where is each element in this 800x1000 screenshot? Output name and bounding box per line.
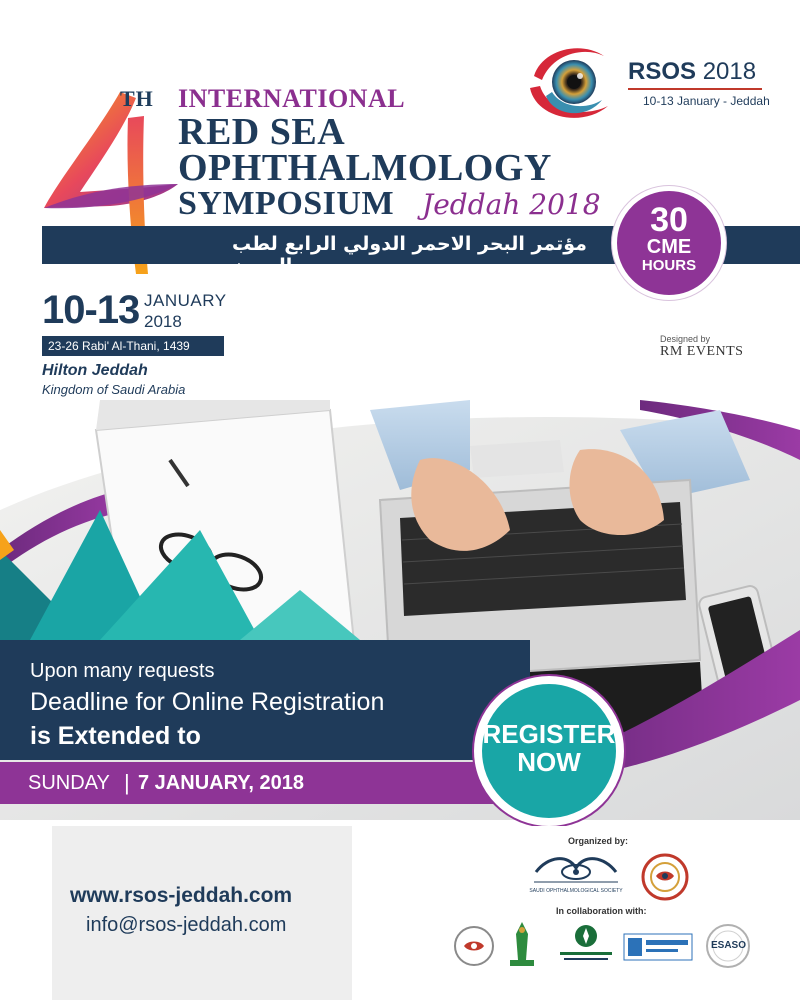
eye-hospital-logo-icon — [452, 924, 496, 968]
website-link[interactable]: www.rsos-jeddah.com — [70, 884, 293, 907]
rsos-subtitle: 10-13 January - Jeddah — [643, 94, 770, 108]
event-month: JANUARY — [144, 291, 227, 310]
register-now-label: NOW — [517, 747, 581, 777]
event-dates: 10-13 — [42, 288, 140, 332]
arabic-title-bar — [42, 226, 630, 277]
title-jeddah-script: Jeddah 2018 — [422, 188, 601, 221]
rsos-year: 2018 — [702, 58, 757, 85]
title-red-sea: RED SEA — [178, 111, 346, 153]
eye-logo-icon — [524, 36, 616, 128]
deadline-day: SUNDAY — [28, 772, 110, 794]
title-ophthalmology: OPHTHALMOLOGY — [178, 147, 552, 189]
title-international: INTERNATIONAL — [178, 84, 406, 113]
cme-unit: HOURS — [641, 257, 697, 274]
rsos-wordmark — [628, 58, 756, 86]
esaso-text: ESASO — [711, 940, 747, 951]
title-symposium: SYMPOSIUM — [178, 185, 395, 222]
specialist-hospital-logo-icon — [556, 922, 616, 966]
university-tower-logo-icon — [504, 920, 540, 968]
saudi-ophthalmological-society-logo-icon — [528, 852, 624, 892]
rsos-divider — [628, 88, 762, 90]
saudi-society-caption: SAUDI OPHTHALMOLOGICAL SOCIETY — [529, 888, 623, 894]
deadline-intro: Upon many requests — [30, 660, 215, 682]
event-year: 2018 — [144, 312, 182, 331]
cme-label: CME — [646, 236, 692, 258]
register-now-button[interactable] — [474, 676, 624, 826]
cme-badge — [612, 186, 726, 300]
venue-country: Kingdom of Saudi Arabia — [42, 382, 186, 397]
cme-number: 30 — [650, 201, 688, 239]
designer-name: RM EVENTS — [660, 344, 744, 359]
deadline-date: 7 JANUARY, 2018 — [138, 772, 305, 794]
organized-by-label: Organized by: — [568, 836, 629, 846]
register-label: REGISTER — [482, 719, 616, 749]
venue-name: Hilton Jeddah — [42, 362, 148, 379]
contact-panel — [52, 826, 352, 1000]
deadline-extended: is Extended to — [30, 722, 201, 750]
arabic-title: مؤتمر البحر الاحمر الدولي الرابع لطب العيون — [232, 233, 587, 277]
deadline-headline: Deadline for Online Registration — [30, 688, 385, 716]
king-saud-university-logo-icon — [622, 932, 694, 962]
ordinal-suffix: TH — [120, 86, 154, 111]
email-link[interactable]: info@rsos-jeddah.com — [86, 914, 287, 936]
hijri-date: 23-26 Rabi' Al-Thani, 1439 — [42, 336, 224, 356]
ophthalmology-crest-logo-icon — [640, 852, 690, 902]
rsos-name: RSOS — [628, 58, 697, 85]
collaboration-label: In collaboration with: — [556, 906, 647, 916]
designed-by-label: Designed by — [660, 334, 711, 344]
deadline-separator: | — [124, 770, 130, 795]
